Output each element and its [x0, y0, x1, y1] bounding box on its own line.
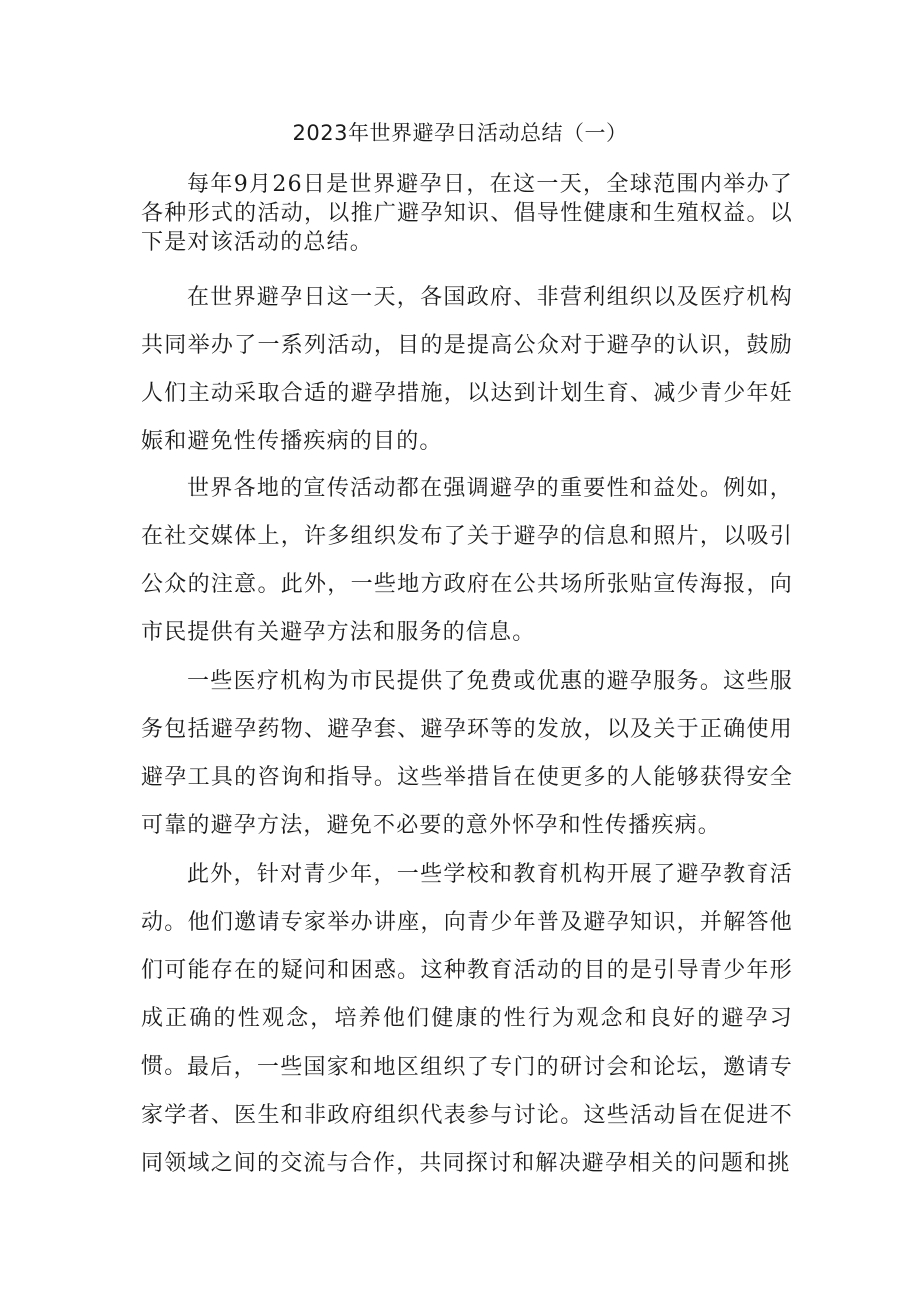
paragraph-activities: 在世界避孕日这一天，各国政府、非营利组织以及医疗机构共同举办了一系列活动，目的是提高公众对于避孕的认识，鼓励人们主动采取合适的避孕措施，以达到计划生育、减少青少年妊娠和避免性传播疾病的目的。	[141, 285, 793, 454]
paragraph-medical-services: 一些医疗机构为市民提供了免费或优惠的避孕服务。这些服务包括避孕药物、避孕套、避孕环等的发放，以及关于正确使用避孕工具的咨询和指导。这些举措旨在使更多的人能够获得安全可靠的避孕方法，避免不必要的意外怀孕和性传播疾病。	[141, 669, 793, 838]
paragraph-youth-education: 此外，针对青少年，一些学校和教育机构开展了避孕教育活动。他们邀请专家举办讲座，向青少年普及避孕知识，并解答他们可能存在的疑问和困惑。这种教育活动的目的是引导青少年形成正确的性观念，培养他们健康的性行为观念和良好的避孕习惯。	[141, 862, 793, 1079]
paragraph-seminars: 最后，一些国家和地区组织了专门的研讨会和论坛，邀请专家学者、医生和非政府组织代表参与讨论。这些活动旨在促进不同领域之间的交流与合作，共同探讨和解决避孕相关的问题和挑	[141, 1055, 793, 1176]
paragraph-intro: 每年9月26日是世界避孕日，在这一天，全球范围内举办了各种形式的活动，以推广避孕知识、倡导性健康和生殖权益。以下是对该活动的总结。	[141, 172, 793, 255]
document-title: 2023年世界避孕日活动总结（一）	[292, 121, 628, 145]
paragraph-publicity: 世界各地的宣传活动都在强调避孕的重要性和益处。例如，在社交媒体上，许多组织发布了关于避孕的信息和照片，以吸引公众的注意。此外，一些地方政府在公共场所张贴宣传海报，向市民提供有关避孕方法和服务的信息。	[141, 476, 793, 645]
